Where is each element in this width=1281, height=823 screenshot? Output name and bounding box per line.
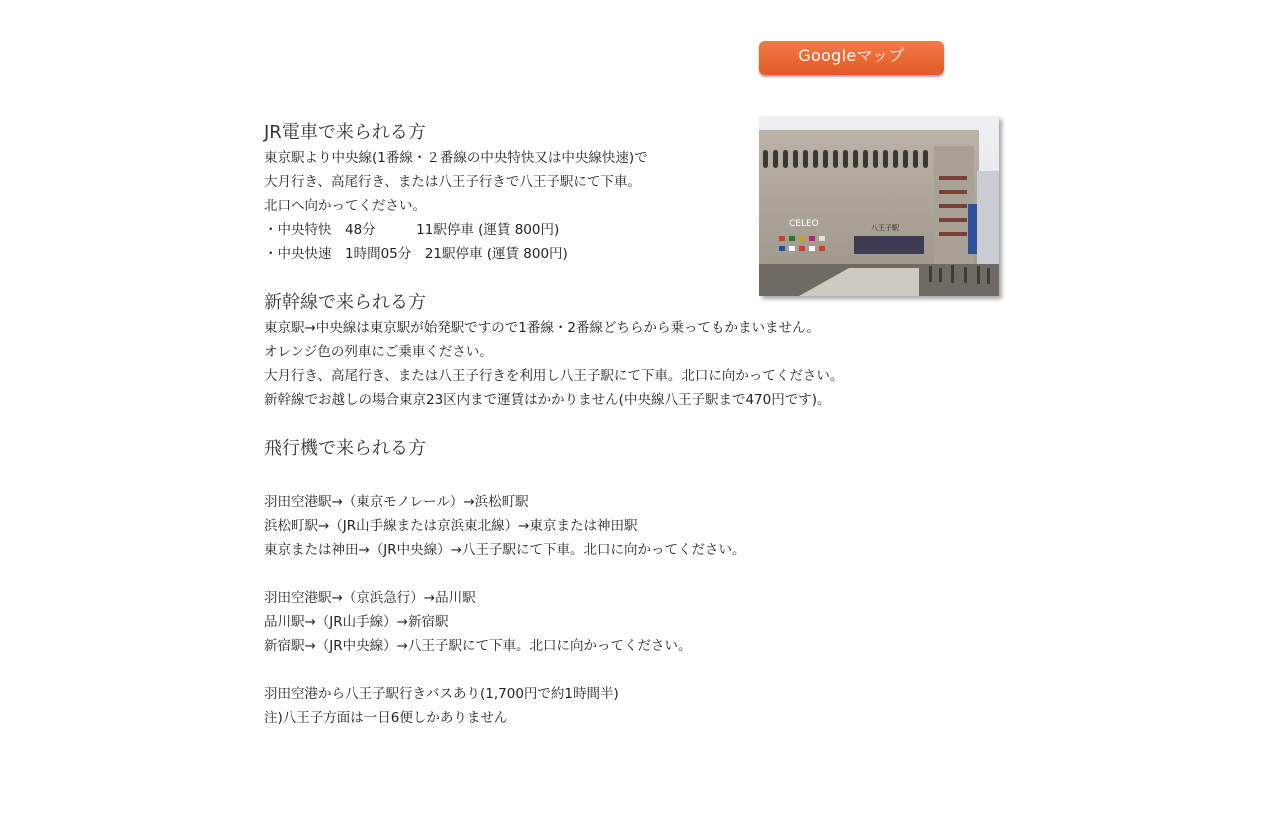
- text-line: 新幹線でお越しの場合東京23区内まで運賃はかかりません(中央線八王子駅まで470円です)。: [264, 392, 831, 408]
- plane-heading: 飛行機で来られる方: [264, 438, 426, 459]
- plane-route-a: [264, 490, 1004, 586]
- text-line: ・中央快速 1時間05分 21駅停車 (運賃 800円): [264, 246, 568, 262]
- blank-line: [264, 562, 1004, 586]
- jr-lines: [264, 146, 1004, 266]
- text-line: 東京駅→中央線は東京駅が始発駅ですので1番線・2番線どちらから乗ってもかまいません。: [264, 320, 820, 336]
- text-line: 新宿駅→（JR中央線）→八王子駅にて下車。北口に向かってください。: [264, 638, 692, 654]
- google-map-button[interactable]: Googleマップ: [759, 41, 944, 75]
- jr-section: [264, 120, 1004, 266]
- text-line: 大月行き、高尾行き、または八王子行きで八王子駅にて下車。: [264, 174, 641, 190]
- access-content: [264, 120, 1004, 730]
- blank-line: [264, 658, 1004, 682]
- text-line: 羽田空港から八王子駅行きバスあり(1,700円で約1時間半): [264, 686, 619, 702]
- building-sign-right: 八王子駅: [871, 224, 899, 232]
- text-line: 注)八王子方面は一日6便しかありません: [264, 710, 508, 726]
- plane-route-b: [264, 586, 1004, 682]
- text-line: 品川駅→（JR山手線）→新宿駅: [264, 614, 449, 630]
- text-line: オレンジ色の列車にご乗車ください。: [264, 344, 493, 360]
- building-sign-left: CELEO: [789, 219, 819, 229]
- text-line: 浜松町駅→（JR山手線または京浜東北線）→東京または神田駅: [264, 518, 638, 534]
- shinkansen-section: [264, 290, 1004, 412]
- text-line: 羽田空港駅→（東京モノレール）→浜松町駅: [264, 494, 529, 510]
- plane-section: [264, 436, 1004, 730]
- text-line: 東京駅より中央線(1番線・２番線の中央特快又は中央線快速)で: [264, 150, 648, 166]
- spacer: [264, 462, 1004, 490]
- text-line: ・中央特快 48分 11駅停車 (運賃 800円): [264, 222, 560, 238]
- text-line: 東京または神田→（JR中央線）→八王子駅にて下車。北口に向かってください。: [264, 542, 746, 558]
- text-line: 羽田空港駅→（京浜急行）→品川駅: [264, 590, 476, 606]
- shinkansen-heading: 新幹線で来られる方: [264, 292, 426, 313]
- text-line: 北口へ向かってください。: [264, 198, 426, 214]
- text-line: 大月行き、高尾行き、または八王子行きを利用し八王子駅にて下車。北口に向かってください。: [264, 368, 844, 384]
- shinkansen-lines: [264, 316, 1004, 412]
- jr-heading: JR電車で来られる方: [264, 122, 426, 143]
- plane-bus: [264, 682, 1004, 730]
